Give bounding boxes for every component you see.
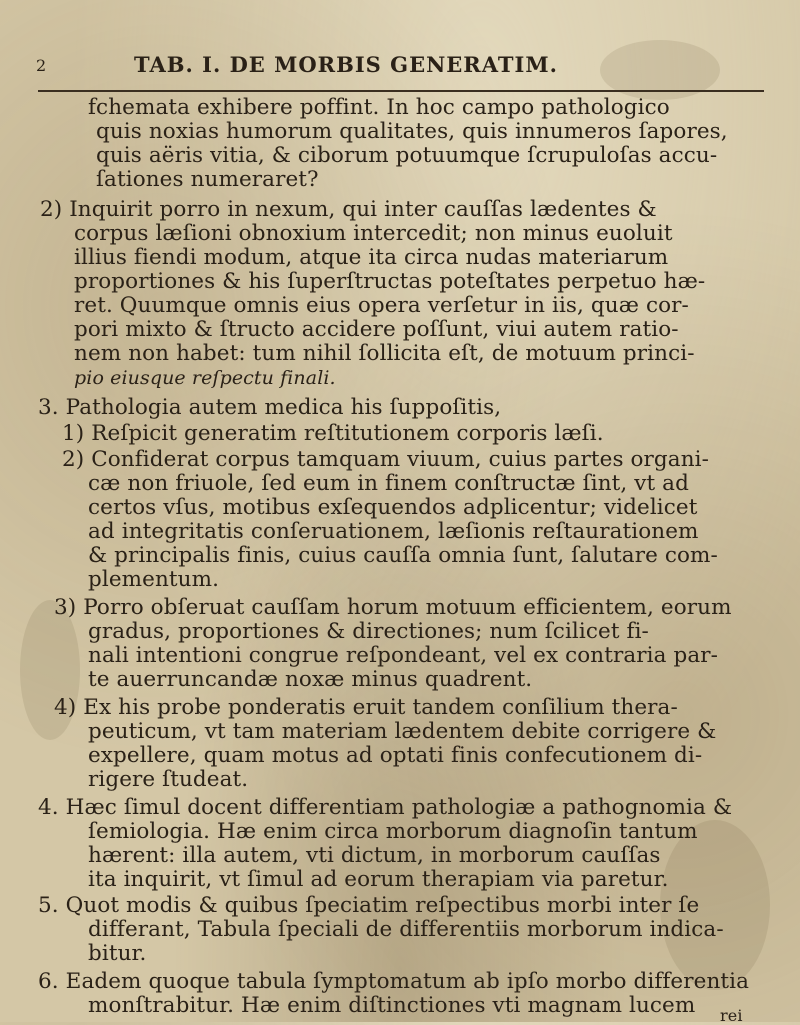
text-line: nali intentioni congrue reſpondeant, vel ex contraria par- bbox=[88, 643, 719, 668]
text-line: bitur. bbox=[88, 941, 147, 966]
text-line: proportiones & his ſuperſtructas poteſtates perpetuo hæ- bbox=[74, 269, 706, 294]
text-line: 4) Ex his probe ponderatis eruit tandem conſilium thera- bbox=[54, 695, 678, 720]
text-line: ita inquirit, vt ſimul ad eorum therapiam via paretur. bbox=[88, 867, 669, 892]
text-line: rigere ſtudeat. bbox=[88, 767, 249, 792]
text-line: illius fiendi modum, atque ita circa nudas materiarum bbox=[74, 245, 669, 270]
text-line: cæ non friuole, ſed eum in finem conſtructæ ſint, vt ad bbox=[88, 471, 689, 496]
text-line: pori mixto & ſtructo accidere poſſunt, viui autem ratio- bbox=[74, 317, 679, 342]
text-line: quis aëris vitia, & ciborum potuumque ſcrupuloſas accu- bbox=[96, 143, 718, 168]
text-line: quis noxias humorum qualitates, quis innumeros ſapores, bbox=[96, 119, 728, 144]
text-line: differant, Tabula ſpeciali de differentiis morborum indica- bbox=[88, 917, 724, 942]
text-line: 1) Reſpicit generatim reſtitutionem corporis læſi. bbox=[62, 421, 604, 446]
text-line: 6. Eadem quoque tabula ſymptomatum ab ipſo morbo differentia bbox=[38, 969, 750, 994]
page-header bbox=[36, 50, 776, 80]
text-line: certos vſus, motibus exſequendos adplicentur; videlicet bbox=[88, 495, 698, 520]
text-line: expellere, quam motus ad optati finis confecutionem di- bbox=[88, 743, 703, 768]
text-line: pio eiusque reſpectu finali. bbox=[74, 367, 336, 389]
text-line: 2) Inquirit porro in nexum, qui inter cauſſas lædentes & bbox=[40, 197, 657, 222]
running-title: TAB. I. DE MORBIS GENERATIM. bbox=[134, 52, 558, 77]
catchword: rei bbox=[720, 1006, 743, 1025]
text-line: te auerruncandæ noxæ minus quadrent. bbox=[88, 667, 533, 692]
text-line: 5. Quot modis & quibus ſpeciatim reſpectibus morbi inter ſe bbox=[38, 893, 700, 918]
text-line: hærent: illa autem, vti dictum, in morborum cauſſas bbox=[88, 843, 661, 868]
text-line: 4. Hæc ſimul docent differentiam pathologiæ a pathognomia & bbox=[38, 795, 733, 820]
text-line: 2) Confiderat corpus tamquam viuum, cuius partes organi- bbox=[62, 447, 709, 472]
text-line: ret. Quumque omnis eius opera verſetur in iis, quæ cor- bbox=[74, 293, 689, 318]
text-line: corpus læſioni obnoxium intercedit; non minus euoluit bbox=[74, 221, 673, 246]
text-line: 3) Porro obſeruat cauſſam horum motuum efficientem, eorum bbox=[54, 595, 732, 620]
text-line: monſtrabitur. Hæ enim diſtinctiones vti magnam lucem bbox=[88, 993, 696, 1018]
header-rule bbox=[38, 90, 764, 92]
text-line: nem non habet: tum nihil ſollicita eſt, de motuum princi- bbox=[74, 341, 695, 366]
text-line: ſationes numeraret? bbox=[96, 167, 319, 192]
text-line: 3. Pathologia autem medica his ſuppoſitis, bbox=[38, 395, 502, 420]
text-line: fchemata exhibere poffint. In hoc campo pathologico bbox=[88, 95, 670, 120]
text-line: peuticum, vt tam materiam lædentem debite corrigere & bbox=[88, 719, 717, 744]
text-line: & principalis finis, cuius cauſſa omnia ſunt, ſalutare com- bbox=[88, 543, 718, 568]
text-line: gradus, proportiones & directiones; num ſcilicet fi- bbox=[88, 619, 649, 644]
text-line: ſemiologia. Hæ enim circa morborum diagnoſin tantum bbox=[88, 819, 698, 844]
text-line: plementum. bbox=[88, 567, 220, 592]
page-number: 2 bbox=[36, 56, 48, 75]
text-line: ad integritatis conſeruationem, læſionis reſtaurationem bbox=[88, 519, 699, 544]
